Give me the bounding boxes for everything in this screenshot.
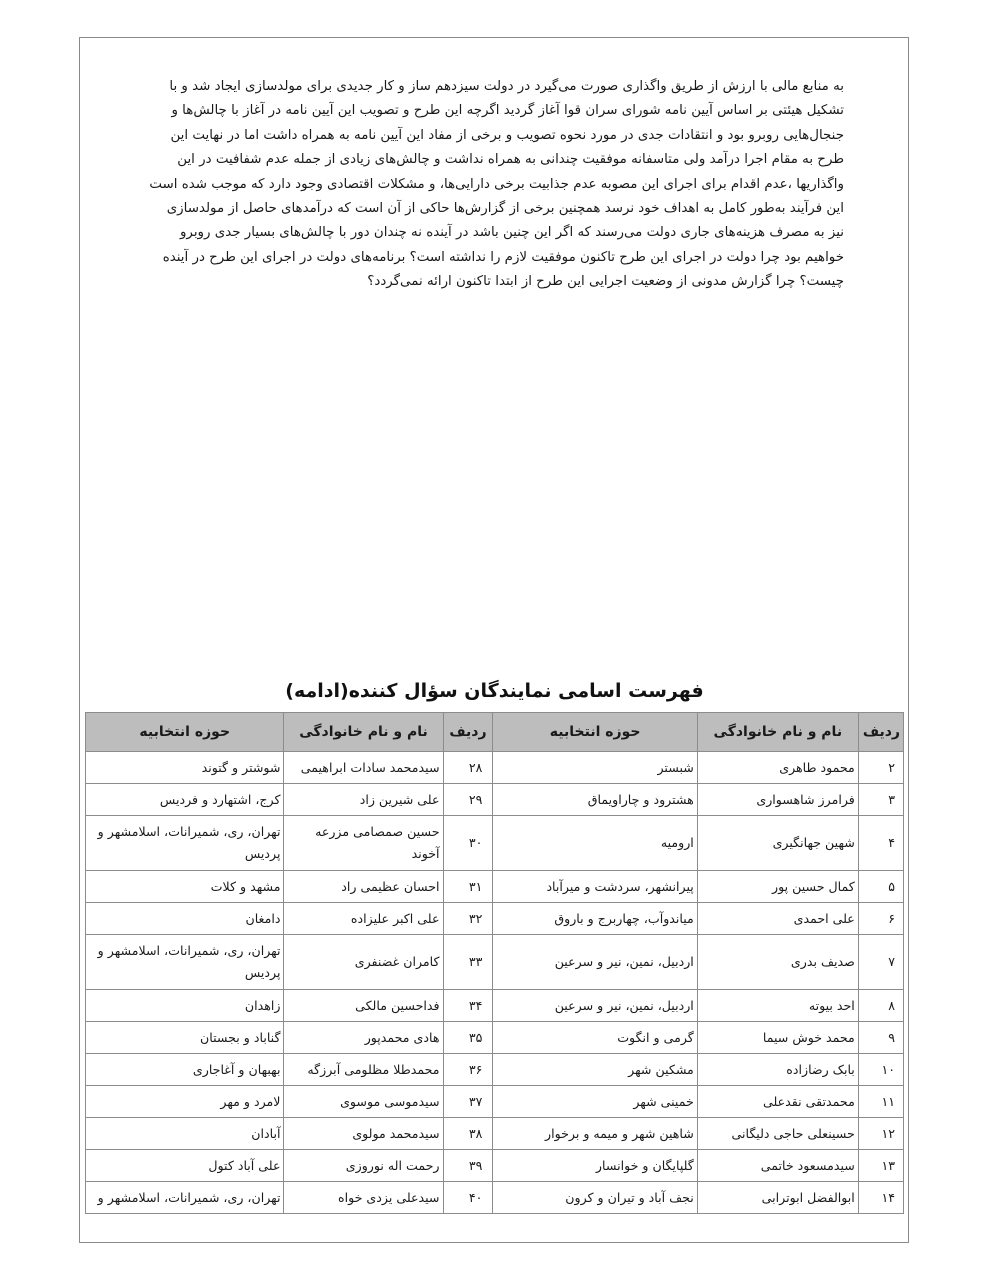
- cell-row-number-left: ۳۹: [443, 1150, 493, 1182]
- cell-row-number-left: ۴۰: [443, 1182, 493, 1214]
- cell-district-right: شبستر: [493, 752, 697, 784]
- header-row-number-left: ردیف: [443, 713, 493, 752]
- header-name-left: نام و نام خانوادگی: [284, 713, 443, 752]
- cell-row-number-left: ۳۶: [443, 1054, 493, 1086]
- header-district-left: حوزه انتخابیه: [86, 713, 284, 752]
- cell-district-left: کرج، اشتهارد و فردیس: [86, 784, 284, 816]
- table-row: [86, 935, 904, 990]
- cell-name-left: سیدعلی یزدی خواه: [284, 1182, 443, 1214]
- table-row: [86, 1054, 904, 1086]
- cell-row-number-right: ۳: [858, 784, 903, 816]
- cell-name-left: هادی محمدپور: [284, 1022, 443, 1054]
- cell-row-number-right: ۱۰: [858, 1054, 903, 1086]
- header-row-number-right: ردیف: [858, 713, 903, 752]
- cell-row-number-right: ۱۳: [858, 1150, 903, 1182]
- table-row: [86, 871, 904, 903]
- cell-district-right: نجف آباد و تیران و کرون: [493, 1182, 697, 1214]
- paragraph-line: طرح به مقام اجرا درآمد ولی متاسفانه موفقیت چندانی به همراه نداشت و چالش‌های زیادی از جمله عدم شفافیت در این: [177, 152, 844, 168]
- cell-row-number-right: ۵: [858, 871, 903, 903]
- cell-name-left: سیدمحمد مولوی: [284, 1118, 443, 1150]
- cell-name-right: کمال حسین پور: [697, 871, 858, 903]
- cell-row-number-left: ۳۴: [443, 990, 493, 1022]
- cell-district-right: ارومیه: [493, 816, 697, 871]
- cell-name-left: فداحسین مالکی: [284, 990, 443, 1022]
- table-row: [86, 903, 904, 935]
- cell-district-left: زاهدان: [86, 990, 284, 1022]
- cell-row-number-left: ۳۱: [443, 871, 493, 903]
- table-row: [86, 1022, 904, 1054]
- cell-district-left: تهران، ری، شمیرانات، اسلامشهر و: [86, 1182, 284, 1214]
- cell-name-right: ابوالفضل ابوترابی: [697, 1182, 858, 1214]
- cell-district-left: علی آباد کتول: [86, 1150, 284, 1182]
- cell-district-right: گلپایگان و خوانسار: [493, 1150, 697, 1182]
- cell-name-left: رحمت اله نوروزی: [284, 1150, 443, 1182]
- cell-name-left: سیدموسی موسوی: [284, 1086, 443, 1118]
- table-row: [86, 1086, 904, 1118]
- cell-district-left: گناباد و بجستان: [86, 1022, 284, 1054]
- cell-district-right: خمینی شهر: [493, 1086, 697, 1118]
- cell-row-number-right: ۱۱: [858, 1086, 903, 1118]
- cell-name-left: سیدمحمد سادات ابراهیمی: [284, 752, 443, 784]
- header-name-right: نام و نام خانوادگی: [697, 713, 858, 752]
- cell-district-left: دامغان: [86, 903, 284, 935]
- cell-name-left: کامران غضنفری: [284, 935, 443, 990]
- header-district-right: حوزه انتخابیه: [493, 713, 697, 752]
- cell-name-right: شهین جهانگیری: [697, 816, 858, 871]
- cell-district-left: بهبهان و آغاجاری: [86, 1054, 284, 1086]
- cell-district-right: پیرانشهر، سردشت و میرآباد: [493, 871, 697, 903]
- cell-district-left: مشهد و کلات: [86, 871, 284, 903]
- table-row: [86, 1118, 904, 1150]
- cell-name-right: فرامرز شاهسواری: [697, 784, 858, 816]
- cell-name-left: حسین صمصامی مزرعه آخوند: [284, 816, 443, 871]
- cell-name-right: احد بیوته: [697, 990, 858, 1022]
- cell-row-number-right: ۴: [858, 816, 903, 871]
- cell-row-number-left: ۲۸: [443, 752, 493, 784]
- cell-name-right: محمود طاهری: [697, 752, 858, 784]
- cell-row-number-right: ۲: [858, 752, 903, 784]
- paragraph-line: نیز به مصرف هزینه‌های جاری دولت می‌رسند که اگر این چنین باشد در آینده نه چندان دور با چالش‌های بسیار جدی روبرو: [179, 225, 844, 241]
- cell-row-number-right: ۷: [858, 935, 903, 990]
- table-row: [86, 816, 904, 871]
- cell-name-right: حسینعلی حاجی دلیگانی: [697, 1118, 858, 1150]
- paragraph-line: این فرآیند به‌طور کامل به اهداف خود نرسد همچنین برخی از گزارش‌ها حاکی از آن است که درآمدهای حاصل از مولدسازی: [166, 201, 844, 217]
- table-row: [86, 990, 904, 1022]
- table-row: [86, 1150, 904, 1182]
- representatives-table: [85, 712, 904, 1214]
- cell-row-number-left: ۳۰: [443, 816, 493, 871]
- cell-name-right: صدیف بدری: [697, 935, 858, 990]
- cell-row-number-left: ۲۹: [443, 784, 493, 816]
- cell-row-number-right: ۱۲: [858, 1118, 903, 1150]
- body-paragraph: [146, 75, 844, 295]
- table-row: [86, 784, 904, 816]
- cell-name-left: علی شیرین زاد: [284, 784, 443, 816]
- cell-name-right: محمدتقی نقدعلی: [697, 1086, 858, 1118]
- cell-name-right: بابک رضازاده: [697, 1054, 858, 1086]
- table-row: [86, 752, 904, 784]
- cell-row-number-right: ۸: [858, 990, 903, 1022]
- cell-district-right: هشترود و چاراویماق: [493, 784, 697, 816]
- cell-name-right: محمد خوش سیما: [697, 1022, 858, 1054]
- cell-row-number-left: ۳۵: [443, 1022, 493, 1054]
- cell-district-right: اردبیل، نمین، نیر و سرعین: [493, 935, 697, 990]
- table-header-row: [86, 713, 904, 752]
- paragraph-line: جنجال‌هایی روبرو بود و انتقادات جدی در مورد نحوه تصویب و برخی از مفاد این آیین نامه به همراه داشت اما در نهایت این: [170, 127, 844, 143]
- cell-row-number-right: ۱۴: [858, 1182, 903, 1214]
- paragraph-line: به منابع مالی با ارزش از طریق واگذاری صورت می‌گیرد در دولت سیزدهم ساز و کار جدیدی برای مولدسازی ایجاد شد و با: [169, 79, 844, 94]
- cell-district-right: مشکین شهر: [493, 1054, 697, 1086]
- cell-row-number-left: ۳۲: [443, 903, 493, 935]
- cell-name-right: علی احمدی: [697, 903, 858, 935]
- cell-district-right: میاندوآب، چهاربرج و باروق: [493, 903, 697, 935]
- cell-row-number-left: ۳۳: [443, 935, 493, 990]
- cell-district-right: شاهین شهر و میمه و برخوار: [493, 1118, 697, 1150]
- cell-name-left: علی اکبر علیزاده: [284, 903, 443, 935]
- cell-district-left: شوشتر و گتوند: [86, 752, 284, 784]
- cell-district-left: تهران، ری، شمیرانات، اسلامشهر و پردیس: [86, 816, 284, 871]
- cell-name-left: احسان عظیمی راد: [284, 871, 443, 903]
- cell-row-number-left: ۳۸: [443, 1118, 493, 1150]
- cell-district-left: تهران، ری، شمیرانات، اسلامشهر و پردیس: [86, 935, 284, 990]
- cell-row-number-right: ۹: [858, 1022, 903, 1054]
- paragraph-line: واگذاریها ،عدم اقدام برای اجرای این مصوبه عدم جذابیت برخی دارایی‌ها، و مشکلات اقتصادی وجود دارد که موجب شده است: [149, 176, 844, 192]
- paragraph-line: خواهیم بود چرا دولت در اجرای این طرح تاکنون موفقیت لازم را نداشته است؟ برنامه‌های دولت در اجرای این طرح در آینده: [162, 249, 844, 265]
- cell-row-number-left: ۳۷: [443, 1086, 493, 1118]
- table-row: [86, 1182, 904, 1214]
- cell-name-right: سیدمسعود خاتمی: [697, 1150, 858, 1182]
- cell-district-left: آبادان: [86, 1118, 284, 1150]
- cell-district-right: اردبیل، نمین، نیر و سرعین: [493, 990, 697, 1022]
- cell-district-left: لامرد و مهر: [86, 1086, 284, 1118]
- cell-district-right: گرمی و انگوت: [493, 1022, 697, 1054]
- paragraph-line: تشکیل هیئتی بر اساس آیین نامه شورای سران قوا آغاز گردید اگرچه این طرح و تصویب این آیین نامه در آغاز با چالش‌ها و: [171, 103, 844, 119]
- table-title: فهرست اسامی نمایندگان سؤال کننده(ادامه): [285, 680, 704, 702]
- paragraph-line: چیست؟ چرا گزارش مدونی از وضعیت اجرایی این طرح از ابتدا تاکنون ارائه نمی‌گردد؟: [367, 274, 844, 290]
- cell-row-number-right: ۶: [858, 903, 903, 935]
- cell-name-left: محمدطلا مظلومی آبرزگه: [284, 1054, 443, 1086]
